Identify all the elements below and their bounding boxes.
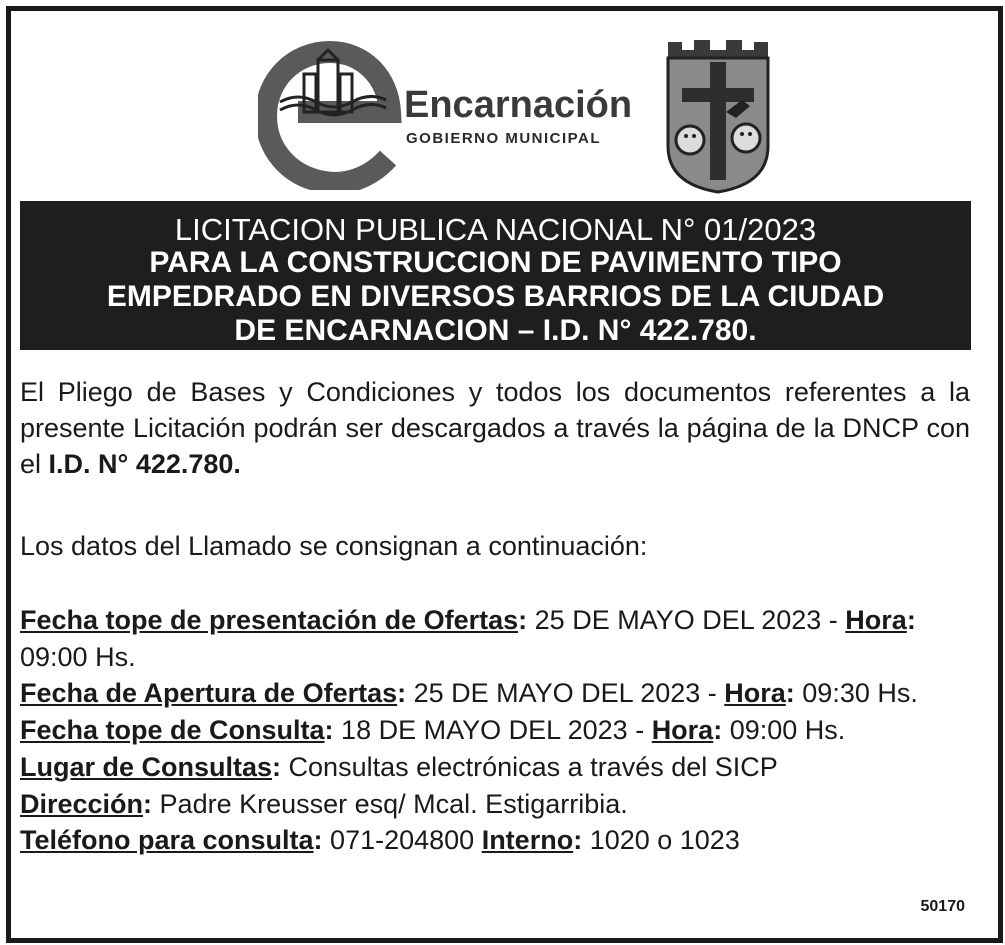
row-apertura: Fecha de Apertura de Ofertas: 25 DE MAYO DEL 2023 - Hora: 09:30 Hs. [20, 678, 918, 709]
interno-label: Interno [481, 825, 574, 856]
intro-text: El Pliego de Bases y Condiciones y todos los documentos referentes a la presente Licitación podrán ser descargados a través la página de la DNCP con el [20, 377, 970, 479]
telefono-label: Teléfono para consulta [20, 825, 314, 856]
presentacion-hora-label: Hora [845, 605, 907, 635]
details-block [20, 602, 970, 859]
lugar-label: Lugar de Consultas [20, 751, 273, 782]
presentacion-hora-value: 09:00 Hs. [20, 641, 136, 672]
direccion-value: Padre Kreusser esq/ Mcal. Estigarribia. [152, 788, 628, 819]
coat-of-arms-icon [660, 36, 776, 196]
consulta-label: Fecha tope de Consulta [20, 715, 325, 746]
logo-subtitle: GOBIERNO MUNICIPAL [406, 130, 602, 147]
coat-of-arms [660, 36, 776, 196]
intro-paragraph [20, 374, 970, 482]
consulta-value: 18 DE MAYO DEL 2023 - [333, 715, 652, 746]
interno-value: 1020 o 1023 [582, 825, 740, 856]
row-consulta: Fecha tope de Consulta: 18 DE MAYO DEL 2023 - Hora: 09:00 Hs. [20, 715, 846, 746]
intro-id: I.D. N° 422.780. [48, 449, 241, 479]
presentacion-label: Fecha tope de presentación de Ofertas [20, 605, 519, 635]
direccion-label: Dirección [20, 788, 144, 819]
consulta-hora-label: Hora [651, 715, 714, 746]
row-lugar: Lugar de Consultas: Consultas electrónicas a través del SICP [20, 751, 778, 782]
encarnacion-emblem-icon [258, 40, 408, 190]
row-direccion: Dirección: Padre Kreusser esq/ Mcal. Estigarribia. [20, 788, 628, 819]
apertura-hora-value: 09:30 Hs. [794, 678, 918, 709]
title-line-3: EMPEDRADO EN DIVERSOS BARRIOS DE LA CIUDAD [106, 280, 885, 313]
row-telefono: Teléfono para consulta: 071-204800 Interno: 1020 o 1023 [20, 825, 740, 856]
telefono-value: 071-204800 [322, 825, 482, 856]
apertura-hora-label: Hora [724, 678, 786, 709]
title-band [20, 201, 971, 350]
ad-code: 50170 [920, 898, 965, 915]
title-line-2: PARA LA CONSTRUCCION DE PAVIMENTO TIPO [149, 246, 842, 279]
apertura-label: Fecha de Apertura de Ofertas [20, 678, 398, 709]
encarnacion-logo [258, 40, 638, 190]
logo-name: Encarnación [404, 84, 633, 126]
consulta-hora-value: 09:00 Hs. [722, 715, 846, 746]
lugar-value: Consultas electrónicas a través del SICP [281, 751, 778, 782]
title-line-1: LICITACION PUBLICA NACIONAL N° 01/2023 [174, 212, 817, 247]
row-presentacion: Fecha tope de presentación de Ofertas: 25 DE MAYO DEL 2023 - Hora: 09:00 Hs. [20, 605, 916, 672]
presentacion-value: 25 DE MAYO DEL 2023 - [527, 605, 846, 635]
title-line-4: DE ENCARNACION – I.D. N° 422.780. [234, 314, 757, 347]
apertura-value: 25 DE MAYO DEL 2023 - [406, 678, 725, 709]
datos-intro: Los datos del Llamado se consignan a continuación: [20, 531, 648, 561]
